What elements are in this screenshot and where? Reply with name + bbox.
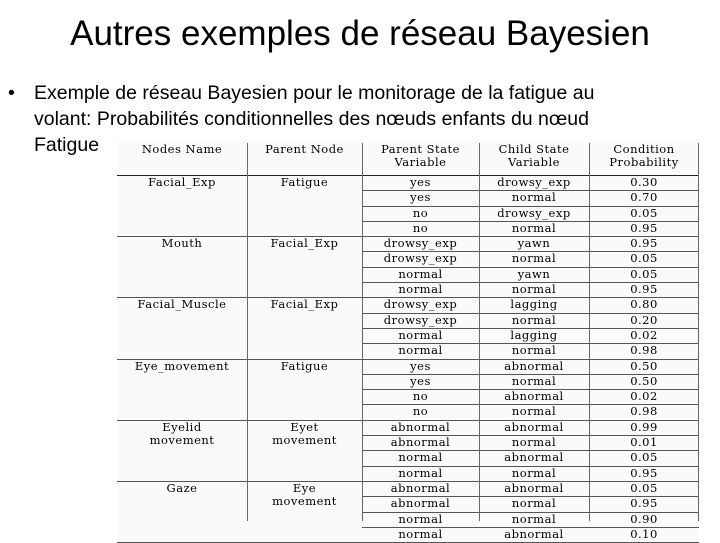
- probability-cell: 0.05: [589, 451, 699, 466]
- child-state-cell: abnormal: [479, 527, 589, 542]
- parent-node-cell: Fatigue: [247, 176, 362, 237]
- probability-cell: 0.95: [589, 283, 699, 298]
- parent-state-cell: drowsy_exp: [362, 237, 479, 252]
- parent-state-cell: normal: [362, 344, 479, 359]
- child-state-cell: normal: [479, 221, 589, 236]
- probability-cell: 0.95: [589, 221, 699, 236]
- table-row: [117, 420, 699, 435]
- child-state-cell: drowsy_exp: [479, 176, 589, 191]
- probability-cell: 0.05: [589, 252, 699, 267]
- probability-cell: 0.95: [589, 466, 699, 481]
- header-condition-probability: Condition Probability: [589, 143, 699, 176]
- child-state-cell: abnormal: [479, 451, 589, 466]
- parent-state-cell: abnormal: [362, 497, 479, 512]
- parent-state-cell: no: [362, 405, 479, 420]
- parent-state-cell: drowsy_exp: [362, 313, 479, 328]
- probability-cell: 0.95: [589, 237, 699, 252]
- child-state-cell: normal: [479, 283, 589, 298]
- parent-state-cell: normal: [362, 267, 479, 282]
- probability-cell: 0.02: [589, 390, 699, 405]
- parent-state-cell: yes: [362, 191, 479, 206]
- probability-cell: 0.01: [589, 436, 699, 451]
- parent-state-cell: normal: [362, 512, 479, 527]
- parent-state-cell: normal: [362, 328, 479, 343]
- parent-node-cell: Eyet movement: [247, 420, 362, 481]
- probability-cell: 0.99: [589, 420, 699, 435]
- node-name-cell: Mouth: [117, 237, 247, 298]
- probability-table: [117, 142, 699, 541]
- parent-state-cell: no: [362, 390, 479, 405]
- node-name-cell: Eyelid movement: [117, 420, 247, 481]
- header-parent-state: Parent State Variable: [362, 143, 479, 176]
- header-parent-node: Parent Node: [247, 143, 362, 176]
- table-row: [117, 481, 699, 496]
- column-divider: [698, 143, 699, 521]
- bullet-line-3: Fatigue: [34, 134, 100, 156]
- child-state-cell: normal: [479, 313, 589, 328]
- probability-cell: 0.05: [589, 481, 699, 496]
- node-name-cell: Gaze: [117, 481, 247, 542]
- probability-cell: 0.95: [589, 497, 699, 512]
- parent-state-cell: normal: [362, 527, 479, 542]
- probability-cell: 0.02: [589, 328, 699, 343]
- table-row: [117, 176, 699, 191]
- table-row: [117, 298, 699, 313]
- parent-state-cell: normal: [362, 283, 479, 298]
- child-state-cell: yawn: [479, 267, 589, 282]
- parent-state-cell: yes: [362, 176, 479, 191]
- probability-cell: 0.50: [589, 359, 699, 374]
- child-state-cell: normal: [479, 252, 589, 267]
- header-child-state: Child State Variable: [479, 143, 589, 176]
- bullet-line-1: Exemple de réseau Bayesien pour le monitorage de la fatigue au: [34, 82, 595, 104]
- table-row: [117, 359, 699, 374]
- column-divider: [589, 143, 590, 521]
- node-name-cell: Facial_Muscle: [117, 298, 247, 359]
- slide-title: Autres exemples de réseau Bayesien: [70, 14, 650, 53]
- node-name-cell: Eye_movement: [117, 359, 247, 420]
- probability-cell: 0.98: [589, 405, 699, 420]
- child-state-cell: abnormal: [479, 420, 589, 435]
- parent-state-cell: no: [362, 221, 479, 236]
- parent-state-cell: abnormal: [362, 420, 479, 435]
- parent-node-cell: Eye movement: [247, 481, 362, 542]
- child-state-cell: normal: [479, 405, 589, 420]
- probability-cell: 0.98: [589, 344, 699, 359]
- table-header-row: [117, 143, 699, 176]
- child-state-cell: lagging: [479, 298, 589, 313]
- child-state-cell: yawn: [479, 237, 589, 252]
- child-state-cell: normal: [479, 436, 589, 451]
- column-divider: [362, 143, 363, 521]
- node-name-cell: Facial_Exp: [117, 176, 247, 237]
- parent-node-cell: Facial_Exp: [247, 298, 362, 359]
- probability-cell: 0.10: [589, 527, 699, 542]
- child-state-cell: abnormal: [479, 390, 589, 405]
- parent-state-cell: abnormal: [362, 481, 479, 496]
- bullet-dot-icon: •: [8, 82, 15, 104]
- parent-state-cell: yes: [362, 359, 479, 374]
- parent-state-cell: drowsy_exp: [362, 252, 479, 267]
- parent-state-cell: drowsy_exp: [362, 298, 479, 313]
- parent-state-cell: normal: [362, 466, 479, 481]
- column-divider: [479, 143, 480, 521]
- probability-cell: 0.80: [589, 298, 699, 313]
- probability-cell: 0.70: [589, 191, 699, 206]
- child-state-cell: lagging: [479, 328, 589, 343]
- parent-state-cell: yes: [362, 374, 479, 389]
- parent-node-cell: Fatigue: [247, 359, 362, 420]
- child-state-cell: normal: [479, 191, 589, 206]
- probability-cell: 0.05: [589, 206, 699, 221]
- conditional-probability-table: [117, 143, 699, 543]
- probability-cell: 0.50: [589, 374, 699, 389]
- child-state-cell: drowsy_exp: [479, 206, 589, 221]
- child-state-cell: normal: [479, 497, 589, 512]
- child-state-cell: normal: [479, 512, 589, 527]
- header-nodes-name: Nodes Name: [117, 143, 247, 176]
- probability-cell: 0.90: [589, 512, 699, 527]
- bullet-line-2: volant: Probabilités conditionnelles des nœuds enfants du nœud: [34, 108, 589, 130]
- child-state-cell: abnormal: [479, 359, 589, 374]
- child-state-cell: abnormal: [479, 481, 589, 496]
- child-state-cell: normal: [479, 374, 589, 389]
- parent-node-cell: Facial_Exp: [247, 237, 362, 298]
- parent-state-cell: normal: [362, 451, 479, 466]
- column-divider: [247, 143, 248, 521]
- probability-cell: 0.05: [589, 267, 699, 282]
- probability-cell: 0.30: [589, 176, 699, 191]
- probability-cell: 0.20: [589, 313, 699, 328]
- table-row: [117, 237, 699, 252]
- child-state-cell: normal: [479, 466, 589, 481]
- child-state-cell: normal: [479, 344, 589, 359]
- parent-state-cell: abnormal: [362, 436, 479, 451]
- parent-state-cell: no: [362, 206, 479, 221]
